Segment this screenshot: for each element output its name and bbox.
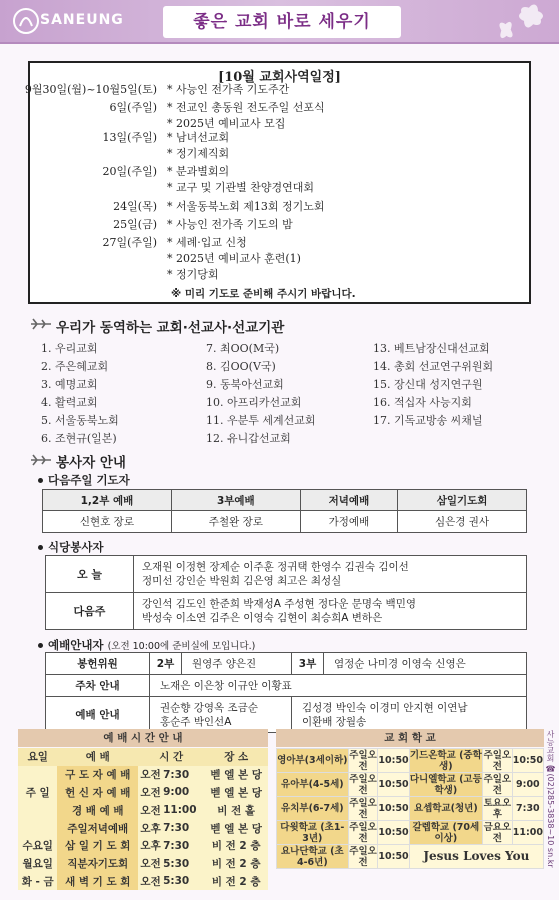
partner-item: 5. 서울동북노회 <box>41 414 119 427</box>
kitchen-label: 오 늘 <box>46 556 134 593</box>
worship-day: 화 - 금 <box>21 875 54 888</box>
prayer-value: 신현호 장로 <box>43 511 172 533</box>
school-btime: 10:50 <box>512 749 543 773</box>
worship-row <box>18 819 268 837</box>
worship-day <box>18 801 57 819</box>
school-table <box>276 748 544 869</box>
school-btime: 11:00 <box>512 821 543 845</box>
schedule-date: 24일(목) <box>113 200 157 213</box>
partner-item: 9. 동북아선교회 <box>206 378 284 391</box>
school-b: 요셉학교(청년) <box>409 797 482 821</box>
airplane-icon <box>31 454 51 466</box>
schedule-item: * 남녀선교회 <box>167 130 229 146</box>
worship-time: 5:30 <box>163 857 190 870</box>
school-btime: 7:30 <box>512 797 543 821</box>
schedule-item: * 사능인 전가족 기도주간 <box>167 82 289 98</box>
prayer-value: 주철완 장로 <box>171 511 300 533</box>
kitchen-names-line: 강인석 김도인 한준희 박재성A 주성현 정다운 문명숙 백민영 <box>142 598 416 610</box>
kitchen-names <box>134 593 527 630</box>
worship-times-table <box>18 748 268 890</box>
schedule-item: * 정기당회 <box>167 267 301 283</box>
school-b: 기드온학교 (중학생) <box>409 749 482 772</box>
worship-ampm: 오전 <box>140 786 161 799</box>
school-at: 주일오전 <box>349 845 377 868</box>
school-b: 다니엘학교 (고등학생) <box>409 773 482 796</box>
partners-title: 우리가 동역하는 교회·선교사·선교기관 <box>56 320 285 336</box>
worship-place: 비 전 2 층 <box>211 858 261 871</box>
worship-day <box>18 766 57 784</box>
partner-item: 10. 아프리카선교회 <box>206 396 302 409</box>
worship-ampm: 오전 <box>140 858 161 871</box>
school-btime: 9:00 <box>512 773 543 797</box>
worship-header: 장 소 <box>204 748 268 766</box>
guide-names-a: 권순향 강영옥 조금순 홍순주 박인선A <box>150 697 292 733</box>
prayer-subtitle: 다음주일 기도자 <box>38 472 130 488</box>
worship-row <box>18 766 268 784</box>
school-title: 교 회 학 교 <box>276 729 544 747</box>
worship-row <box>18 801 268 819</box>
side-contact-text: 사능교회 ☎(02)285-3838~10 sn.kr <box>546 730 555 868</box>
worship-name: 구 도 자 예 배 <box>57 766 138 784</box>
school-atime: 10:50 <box>378 797 409 821</box>
schedule-item: * 전교인 총동원 전도주일 선포식 <box>167 100 325 116</box>
header-bar <box>0 0 559 44</box>
offering-label: 봉헌위원 <box>46 653 150 675</box>
service-3-label: 3부 <box>292 653 324 675</box>
worship-day <box>18 819 57 837</box>
service-2-label: 2부 <box>150 653 182 675</box>
october-schedule-box <box>24 61 531 304</box>
prayer-header: 1,2부 예배 <box>43 490 172 511</box>
kitchen-subtitle: 식당봉사자 <box>38 539 104 555</box>
worship-time: 9:00 <box>163 786 190 799</box>
schedule-item: * 사능인 전가족 기도의 밤 <box>167 217 293 233</box>
partner-item: 8. 김OO(V국) <box>206 360 276 373</box>
partners-col-2 <box>206 340 316 448</box>
worship-day: 수요일 <box>22 840 53 853</box>
schedule-note: ※ 미리 기도로 준비해 주시기 바랍니다. <box>171 288 356 300</box>
worship-name: 경 배 예 배 <box>57 801 138 819</box>
school-row <box>277 845 544 869</box>
school-b: Jesus Loves You <box>409 845 543 869</box>
schedule-items <box>167 217 293 233</box>
airplane-icon <box>31 318 51 330</box>
school-at: 주일오전 <box>349 797 377 820</box>
parking-label: 주차 안내 <box>46 675 150 697</box>
prayer-value: 심은경 권사 <box>398 511 527 533</box>
school-at: 주일오전 <box>349 821 377 844</box>
worship-row <box>18 837 268 855</box>
school-bt: 토요오후 <box>483 797 512 820</box>
worship-header: 시 간 <box>138 748 204 766</box>
schedule-item: * 분과별회의 <box>167 164 314 180</box>
schedule-date: 6일(주일) <box>109 101 157 114</box>
worship-name: 주일저녁예배 <box>57 819 138 837</box>
kitchen-names <box>134 556 527 593</box>
school-row <box>277 773 544 797</box>
school-atime: 10:50 <box>378 749 409 773</box>
school-row <box>277 797 544 821</box>
kitchen-table <box>45 555 527 630</box>
kitchen-row <box>46 556 527 593</box>
school-atime: 10:50 <box>378 773 409 797</box>
worship-place: 벧 엘 본 당 <box>210 786 262 799</box>
usher-subtitle: 예배안내자 (오전 10:00에 준비실에 모입니다.) <box>38 637 255 653</box>
partners-col-3 <box>373 340 493 430</box>
schedule-date: 25일(금) <box>113 218 157 231</box>
worship-ampm: 오후 <box>140 822 161 835</box>
worship-time: 7:30 <box>163 839 190 852</box>
partner-item: 15. 장신대 성지연구원 <box>373 378 483 391</box>
schedule-item: * 정기제직회 <box>167 146 229 162</box>
worship-times-title: 예 배 시 간 안 내 <box>18 729 268 747</box>
worship-time: 7:30 <box>163 768 190 781</box>
worship-name: 직분자기도회 <box>57 855 138 873</box>
usher-table <box>45 652 527 733</box>
prayer-header: 3부예배 <box>171 490 300 511</box>
worship-row <box>18 873 268 891</box>
school-bt: 주일오전 <box>483 749 512 772</box>
school-row <box>277 749 544 773</box>
kitchen-names-line: 정미선 강인순 박원희 김은영 최고은 최성실 <box>142 575 342 587</box>
partner-item: 7. 최OO(M국) <box>206 342 280 355</box>
guide-names-b: 김성경 박인숙 이경미 안지현 이연남 이환배 장월송 <box>292 697 527 733</box>
prayer-header: 저녁예배 <box>300 490 397 511</box>
flower-decoration-icon <box>491 2 551 42</box>
school-row <box>277 821 544 845</box>
school-a: 유치부(6-7세) <box>277 797 349 821</box>
prayer-table <box>42 489 527 533</box>
parking-names: 노재은 이은창 이규안 이황표 <box>150 675 527 697</box>
worship-place: 비 전 홀 <box>217 804 256 817</box>
partner-item: 13. 베트남장신대선교회 <box>373 342 490 355</box>
partner-item: 1. 우리교회 <box>41 342 98 355</box>
schedule-items <box>167 235 301 283</box>
schedule-item: * 교구 및 기관별 찬양경연대회 <box>167 180 314 196</box>
school-b: 갈렙학교 (70세이상) <box>409 821 482 845</box>
schedule-item: * 서울동북노회 제13회 정기노회 <box>167 199 325 215</box>
partner-item: 14. 총회 선교연구위원회 <box>373 360 494 373</box>
school-bt: 금요오전 <box>483 821 512 844</box>
worship-ampm: 오전 <box>140 769 161 782</box>
partner-item: 6. 조현규(일본) <box>41 432 117 445</box>
school-a: 요나단학교 (초4-6년) <box>277 845 349 869</box>
worship-name: 헌 신 자 예 배 <box>57 784 138 802</box>
school-atime: 10:50 <box>378 845 409 869</box>
brand-name: SANEUNG <box>40 12 124 28</box>
partner-item: 11. 우분투 세계선교회 <box>206 414 316 427</box>
service-3-names: 염정순 나미경 이영숙 신영은 <box>324 653 527 675</box>
worship-time: 7:30 <box>163 822 190 835</box>
school-a: 다윗학교 (초1-3년) <box>277 821 349 845</box>
worship-name: 삼 일 기 도 회 <box>57 837 138 855</box>
worship-ampm: 오전 <box>140 804 161 817</box>
worship-place: 벧 엘 본 당 <box>210 769 262 782</box>
guide-label: 예배 안내 <box>46 697 150 733</box>
kitchen-names-line: 박성숙 이소연 김주은 이영숙 김현이 최승희A 변하은 <box>142 612 383 624</box>
partner-item: 17. 기독교방송 씨채널 <box>373 414 483 427</box>
partner-item: 4. 활력교회 <box>41 396 98 409</box>
partner-item: 3. 예명교회 <box>41 378 98 391</box>
worship-place: 벧 엘 본 당 <box>210 822 262 835</box>
church-logo-icon <box>12 6 40 36</box>
worship-time: 11:00 <box>163 804 197 817</box>
schedule-date: 13일(주일) <box>102 131 157 144</box>
school-bt: 주일오전 <box>483 773 512 796</box>
school-atime: 10:50 <box>378 821 409 845</box>
schedule-items <box>167 199 325 215</box>
schedule-items <box>167 130 229 162</box>
prayer-value: 가정예배 <box>300 511 397 533</box>
schedule-date: 27일(주일) <box>102 236 157 249</box>
school-at: 주일오전 <box>349 749 377 772</box>
worship-time: 5:30 <box>163 875 190 888</box>
schedule-date: 9월30일(월)~10월5일(토) <box>24 83 157 96</box>
partner-item: 12. 유니갑선교회 <box>206 432 291 445</box>
school-at: 주일오전 <box>349 773 377 796</box>
partners-col-1 <box>41 340 119 448</box>
worship-header: 요일 <box>18 748 57 766</box>
schedule-items <box>167 164 314 196</box>
service-2-names: 원영주 양은진 <box>182 653 292 675</box>
worship-name: 새 벽 기 도 회 <box>57 873 138 891</box>
kitchen-names-line: 오재원 이정현 장제순 이주훈 정귀택 한영수 김권숙 김이선 <box>142 561 409 573</box>
worship-row <box>18 784 268 802</box>
school-a: 유아부(4-5세) <box>277 773 349 797</box>
worship-ampm: 오전 <box>140 875 161 888</box>
partner-item: 2. 주은혜교회 <box>41 360 109 373</box>
schedule-item: * 2025년 예비교사 훈련(1) <box>167 251 301 267</box>
worship-day: 주 일 <box>25 786 50 799</box>
schedule-items <box>167 100 325 132</box>
schedule-item: * 2025년 예비교사 모집 <box>167 116 325 132</box>
schedule-items <box>167 82 289 98</box>
worship-place: 비 전 2 층 <box>211 875 261 888</box>
page-title: 좋은 교회 바로 세우기 <box>163 6 401 38</box>
school-a: 영아부(3세이하) <box>277 749 349 773</box>
schedule-item: * 세례·입교 신청 <box>167 235 301 251</box>
kitchen-row <box>46 593 527 630</box>
worship-place: 비 전 2 층 <box>211 840 261 853</box>
partner-item: 16. 적십자 사능지회 <box>373 396 472 409</box>
kitchen-label: 다음주 <box>46 593 134 630</box>
schedule-date: 20일(주일) <box>102 165 157 178</box>
worship-ampm: 오후 <box>140 840 161 853</box>
worship-row <box>18 855 268 873</box>
schedule-title: [10월 교회사역일정] <box>218 70 341 85</box>
worship-day: 월요일 <box>22 858 53 871</box>
prayer-header: 삼일기도회 <box>398 490 527 511</box>
volunteers-title: 봉사자 안내 <box>56 455 126 471</box>
worship-header: 예 배 <box>57 748 138 766</box>
